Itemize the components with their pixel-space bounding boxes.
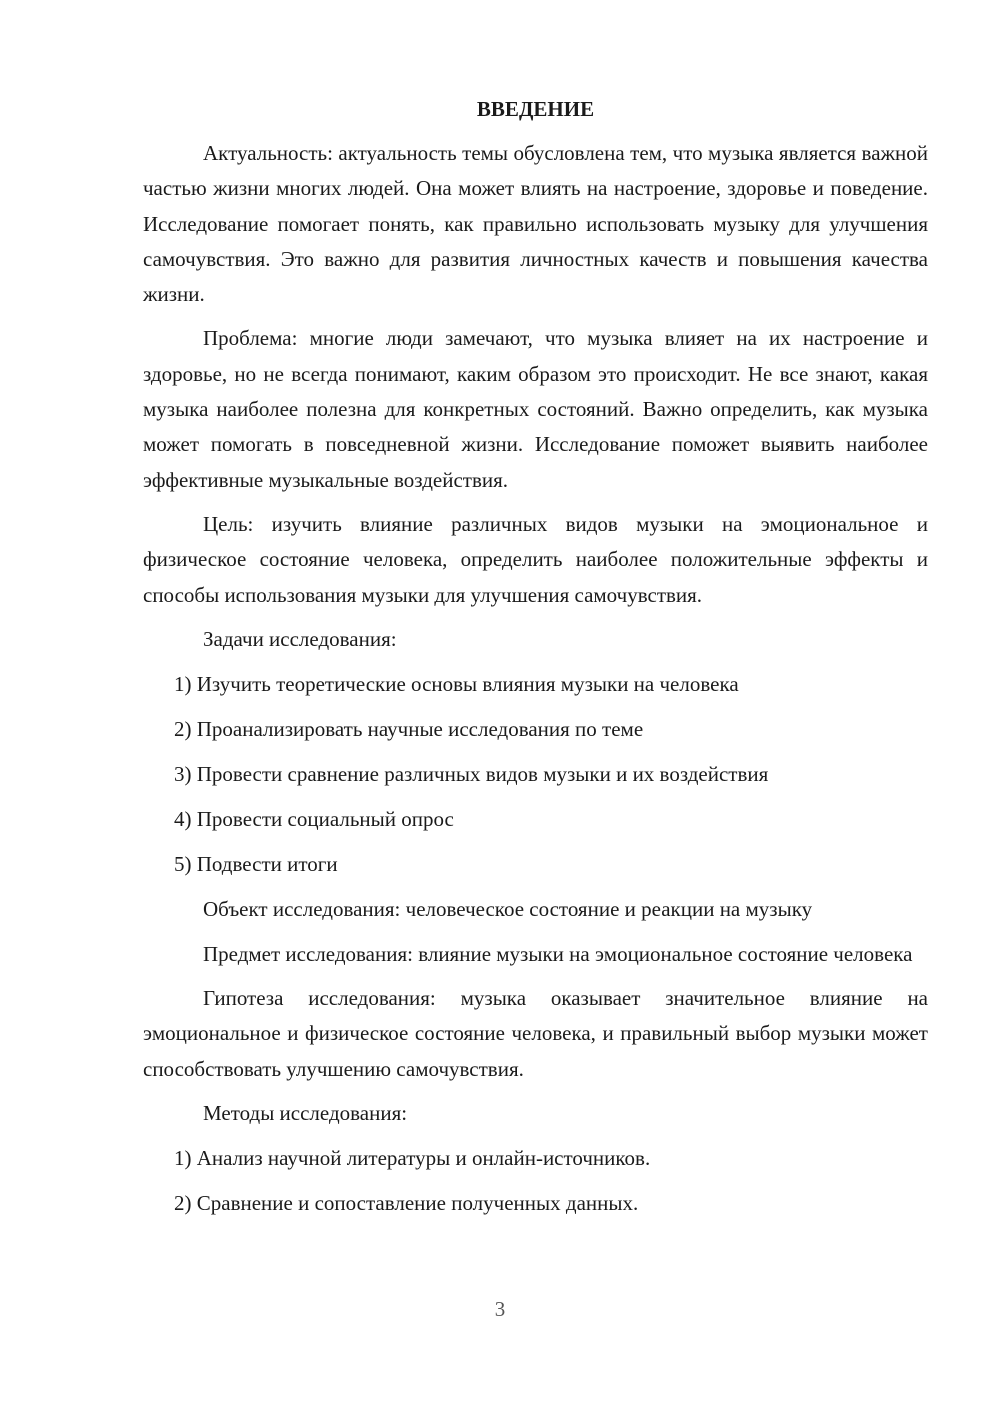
hypothesis-paragraph: Гипотеза исследования: музыка оказывает значительное влияние на эмоциональное и физическое состояние человека, и правильный выбор музыки может способствовать улучшению самочувствия.	[143, 986, 928, 1081]
object-line: Объект исследования: человеческое состояние и реакции на музыку	[203, 896, 813, 921]
list-item: 5) Подвести итоги	[174, 851, 338, 876]
subject-paragraph: Предмет исследования: влияние музыки на эмоциональное состояние человека	[203, 941, 913, 966]
list-item: 1) Анализ научной литературы и онлайн-источников.	[174, 1146, 651, 1171]
goal-paragraph: Цель: изучить влияние различных видов музыки на эмоциональное и физическое состояние человека, определить наиболее положительные эффекты и способы использования музыки для улучшения самочувствия.	[143, 511, 928, 607]
problem-paragraph: Проблема: многие люди замечают, что музыка влияет на их настроение и здоровье, но не всегда понимают, каким образом это происходит. Не все знают, какая музыка наиболее полезна для конкретных состояний. Важно определить, как музыка может помогать в повседневной жизни. Исследование поможет выявить наиболее эффективные музыкальные воздействия.	[143, 326, 928, 492]
page-number: 3	[494, 1297, 506, 1321]
methods-heading: Методы исследования:	[203, 1101, 408, 1126]
list-item: 1) Изучить теоретические основы влияния музыки на человека	[174, 671, 739, 696]
list-item: 2) Сравнение и сопоставление полученных данных.	[174, 1191, 639, 1216]
tasks-heading: Задачи исследования:	[203, 626, 397, 651]
list-item: 4) Провести социальный опрос	[174, 806, 454, 831]
tasks-list	[143, 667, 928, 882]
document-page	[143, 92, 928, 1231]
section-title: ВВЕДЕНИЕ	[476, 97, 595, 121]
list-item: 2) Проанализировать научные исследования по теме	[174, 716, 644, 741]
relevance-paragraph: Актуальность: актуальность темы обусловлена тем, что музыка является важной частью жизни многих людей. Она может влиять на настроение, здоровье и поведение. Исследование помогает понять, как правильно использовать музыку для улучшения самочувствия. Это важно для развития личностных качеств и повышения качества жизни.	[143, 141, 928, 307]
methods-list	[143, 1141, 928, 1221]
list-item: 3) Провести сравнение различных видов музыки и их воздействия	[174, 761, 769, 786]
